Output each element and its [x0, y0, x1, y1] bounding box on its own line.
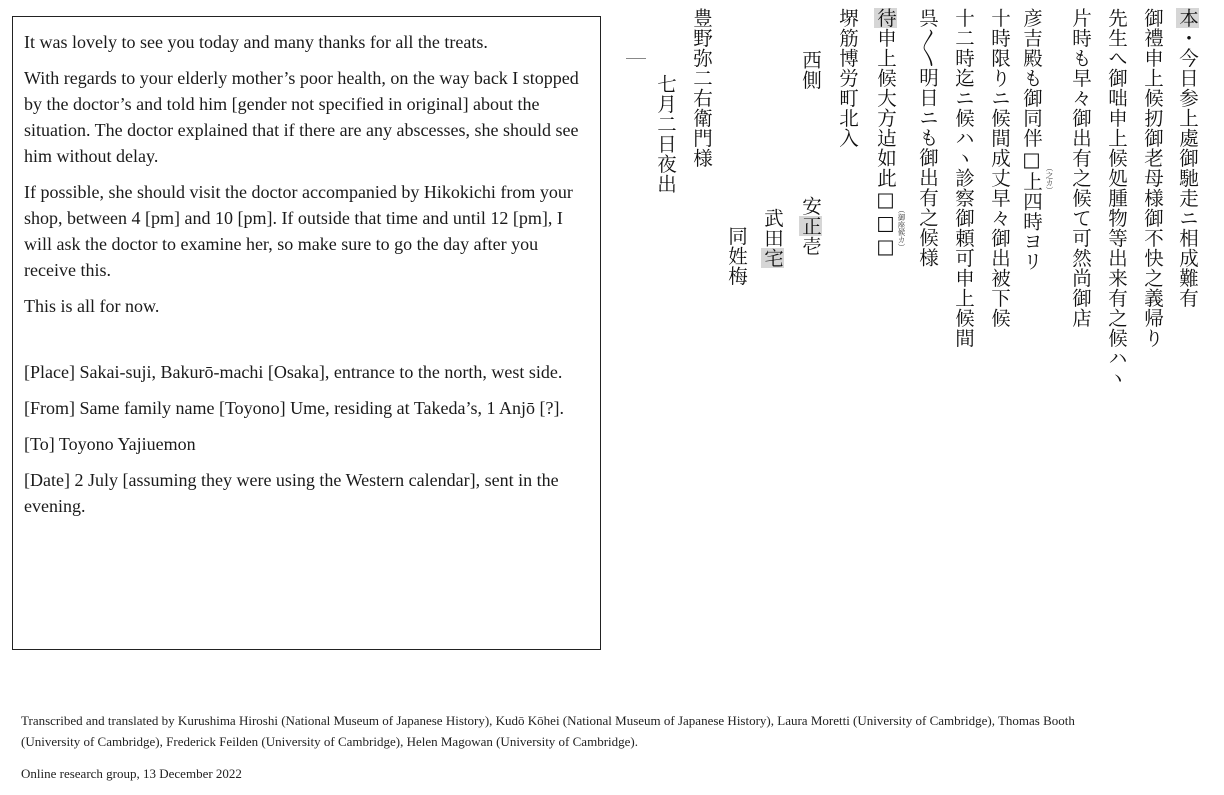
- credits-group-date: Online research group, 13 December 2022: [21, 766, 242, 781]
- translation-paragraph-greeting: It was lovely to see you today and many thanks for all the treats.: [24, 32, 488, 52]
- original-column-5: 彦吉殿も御同伴□上四時ヨリ: [1020, 8, 1043, 272]
- original-column-2: 御禮申上候扨御老母様御不快之義帰り: [1141, 8, 1164, 348]
- divider-mark: [626, 58, 646, 59]
- translation-paragraph-closing: This is all for now.: [24, 296, 160, 316]
- original-column-10: 堺筋博労町北入: [836, 8, 859, 148]
- translation-place: [Place] Sakai-suji, Bakurō-machi [Osaka], entrance to the north, west side.: [24, 362, 563, 382]
- translation-from: [From] Same family name [Toyono] Ume, residing at Takeda’s, 1 Anjō [?].: [24, 398, 565, 418]
- credits-contributors: Transcribed and translated by Kurushima Hiroshi (National Museum of Japanese History), Kudō Kōhei (National Museum of Japanese History), Laura Moretti (University of Cambridge), Thomas Booth (University of Cambridge), Frederick Feilden (University of Cambridge), Helen Magowan (University of Cambridge).: [21, 713, 1075, 749]
- original-column-13: 武田宅: [761, 208, 784, 268]
- translation-paragraph-health: With regards to your elderly mother’s poor health, on the way back I stopped by the doctor’s and told him [gender not specified in original] about the situation. The doctor explained that if there are any abscesses, she should see him without delay.: [24, 68, 579, 166]
- original-column-12: 安正壱: [799, 196, 822, 256]
- translation-date: [Date] 2 July [assuming they were using the Western calendar], sent in the evening.: [24, 470, 559, 516]
- highlighted-char: 本: [1176, 8, 1199, 28]
- translation-to: [To] Toyono Yajiuemon: [24, 434, 196, 454]
- original-column-4: 片時も早々御出有之候て可然尚御店: [1069, 8, 1092, 328]
- original-column-6: 十時限りニ候間成丈早々御出被下候: [988, 8, 1011, 328]
- reading-note-1: （之カ）: [1045, 164, 1054, 194]
- translation-panel: [12, 16, 601, 650]
- credits: [21, 710, 1101, 795]
- reading-note-2: （御座候カ）: [897, 206, 906, 251]
- original-column-16: 七月二日夜出: [654, 74, 677, 194]
- illegible-char: □: [1020, 148, 1043, 172]
- highlighted-char: 待: [874, 8, 897, 28]
- original-column-8: 呉〱明日ニも御出有之候様: [916, 8, 939, 268]
- original-column-3: 先生へ御咄申上候処腫物等出来有之候ハヽ: [1105, 8, 1128, 388]
- original-column-14: 同姓梅: [725, 226, 748, 286]
- original-column-15: 豊野弥二右衛門様: [690, 8, 713, 168]
- highlighted-char: 正: [799, 216, 822, 236]
- translation-paragraph-visit: If possible, she should visit the doctor accompanied by Hikokichi from your shop, between 4 [pm] and 10 [pm]. If outside that time and until 12 [pm], I will ask the doctor to examine her, so make sure to go the day after you receive this.: [24, 182, 573, 280]
- original-column-1: 本・今日参上處御馳走ニ相成難有: [1176, 8, 1199, 308]
- highlighted-char: 宅: [761, 248, 784, 268]
- original-column-9: 待申上候大方迠如此□□□: [874, 8, 897, 259]
- original-column-11: 西側: [799, 50, 822, 90]
- original-column-7: 十二時迄ニ候ハヽ診察御頼可申上候間: [952, 8, 975, 348]
